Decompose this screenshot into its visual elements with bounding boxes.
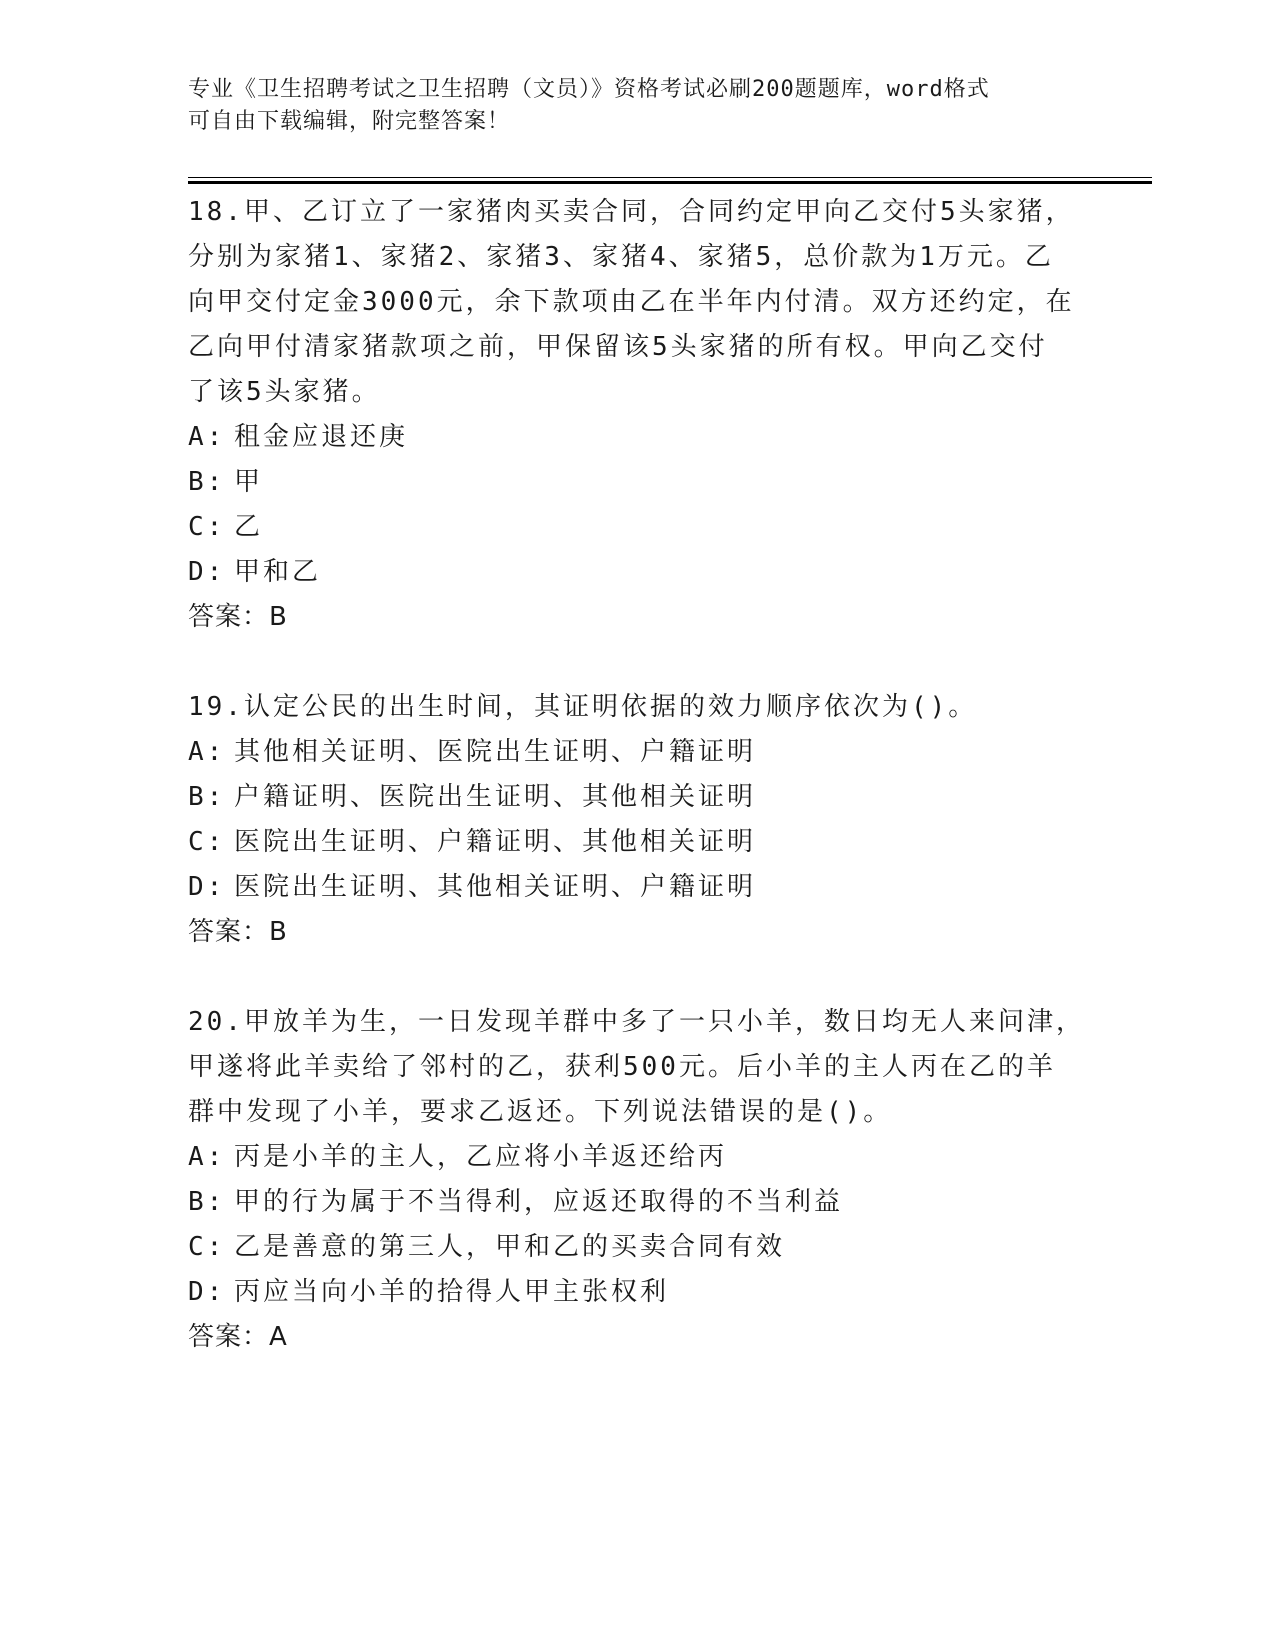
option-b	[188, 775, 1088, 820]
option-text: 医院出生证明、户籍证明、其他相关证明	[234, 827, 757, 857]
option-text: 丙是小羊的主人，乙应将小羊返还给丙	[234, 1142, 728, 1172]
question-stem-line: 乙向甲付清家猪款项之前，甲保留该5头家猪的所有权。甲向乙交付	[188, 332, 1048, 362]
option-d	[188, 550, 1088, 595]
question-stem-line: 分别为家猪1、家猪2、家猪3、家猪4、家猪5，总价款为1万元。乙	[188, 242, 1054, 272]
option-letter: C:	[188, 827, 226, 857]
question-stem-line: 18.甲、乙订立了一家猪肉买卖合同，合同约定甲向乙交付5头家猪，	[188, 197, 1075, 227]
option-letter: D:	[188, 1277, 226, 1307]
header-title-line-1: 专业《卫生招聘考试之卫生招聘（文员）》资格考试必刷200题题库，word格式	[188, 77, 990, 102]
question-list	[188, 190, 1088, 1405]
question-18	[188, 190, 1088, 640]
option-c	[188, 820, 1088, 865]
question-20	[188, 1000, 1088, 1360]
option-text: 丙应当向小羊的拾得人甲主张权利	[234, 1277, 670, 1307]
question-stem-line: 20.甲放羊为生，一日发现羊群中多了一只小羊，数日均无人来问津，	[188, 1007, 1085, 1037]
option-text: 乙	[234, 512, 264, 542]
question-stem-line: 19.认定公民的出生时间，其证明依据的效力顺序依次为()。	[188, 692, 978, 722]
option-letter: B:	[188, 782, 226, 812]
option-text: 租金应退还庚	[234, 422, 409, 452]
option-c	[188, 505, 1088, 550]
option-letter: A:	[188, 422, 226, 452]
option-text: 甲	[234, 467, 264, 497]
question-stem-line: 向甲交付定金3000元，余下款项由乙在半年内付清。双方还约定，在	[188, 287, 1075, 317]
header-divider-thin	[188, 177, 1152, 178]
question-19	[188, 685, 1088, 955]
option-letter: B:	[188, 1187, 226, 1217]
question-stem-line: 甲遂将此羊卖给了邻村的乙，获利500元。后小羊的主人丙在乙的羊	[188, 1052, 1056, 1082]
option-b	[188, 1180, 1088, 1225]
option-letter: A:	[188, 737, 226, 767]
option-c	[188, 1225, 1088, 1270]
option-d	[188, 865, 1088, 910]
option-text: 户籍证明、医院出生证明、其他相关证明	[234, 782, 757, 812]
option-text: 其他相关证明、医院出生证明、户籍证明	[234, 737, 757, 767]
option-a	[188, 1135, 1088, 1180]
question-stem-line: 群中发现了小羊，要求乙返还。下列说法错误的是()。	[188, 1097, 893, 1127]
option-letter: B:	[188, 467, 226, 497]
question-stem-line: 了该5头家猪。	[188, 377, 381, 407]
option-letter: C:	[188, 1232, 226, 1262]
option-text: 医院出生证明、其他相关证明、户籍证明	[234, 872, 757, 902]
option-a	[188, 415, 1088, 460]
option-text: 甲和乙	[234, 557, 322, 587]
option-letter: C:	[188, 512, 226, 542]
option-d	[188, 1270, 1088, 1315]
option-letter: D:	[188, 872, 226, 902]
answer-line: 答案：A	[188, 1322, 288, 1352]
option-letter: A:	[188, 1142, 226, 1172]
option-b	[188, 460, 1088, 505]
option-letter: D:	[188, 557, 226, 587]
header-divider-thick	[188, 181, 1152, 184]
option-text: 甲的行为属于不当得利，应返还取得的不当利益	[234, 1187, 844, 1217]
option-a	[188, 730, 1088, 775]
answer-line: 答案：B	[188, 602, 288, 632]
answer-line: 答案：B	[188, 917, 288, 947]
header-title-line-2: 可自由下载编辑，附完整答案！	[188, 109, 511, 134]
document-header	[188, 74, 1088, 138]
option-text: 乙是善意的第三人，甲和乙的买卖合同有效	[234, 1232, 786, 1262]
